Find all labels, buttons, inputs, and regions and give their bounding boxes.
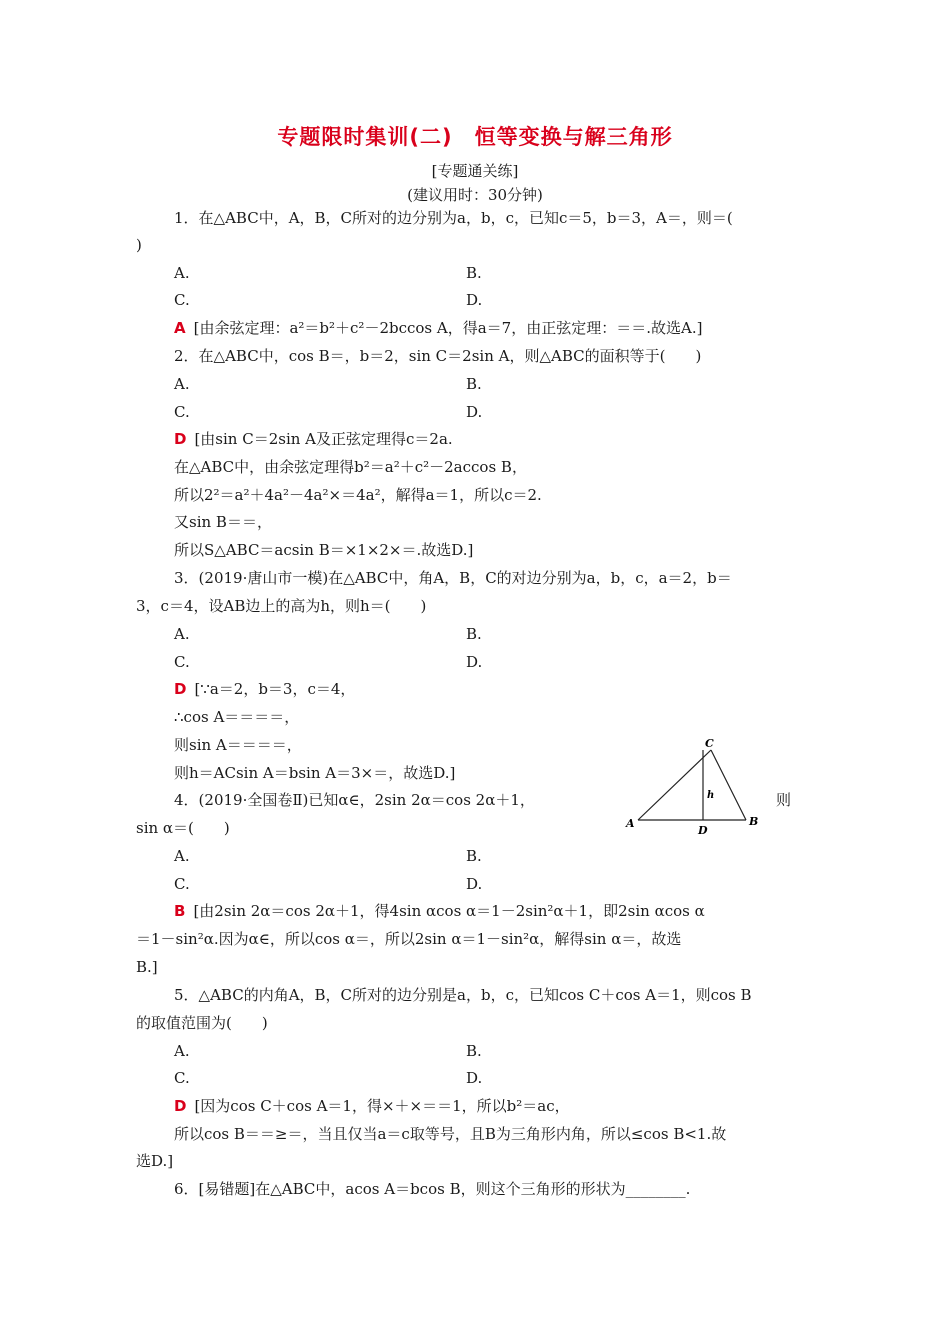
q3-solution-line: ∴cos A＝＝＝＝， [174,708,300,726]
q3-option-c: C. [174,653,190,671]
label-h: h [707,790,715,801]
section-label: [专题通关练] [431,162,519,180]
q5-stem: 5．△ABC的内角A，B，C所对的边分别是a，b，c，已知cos C＋cos A＝1，则cos B [174,986,752,1004]
q4-answer: B [174,902,186,920]
q3-solution: D [∵a＝2，b＝3，c＝4， [174,680,356,698]
label-d: D [698,824,708,837]
q2-solution-line: 又sin B＝＝， [174,513,272,531]
q4-stem: 4．(2019·全国卷Ⅱ)已知α∈，2sin 2α＝cos 2α＋1， [174,791,535,809]
q1-option-c: C. [174,291,190,309]
q5-solution-line: 选D.] [136,1152,174,1170]
q2-solution-line: 所以S△ABC＝acsin B＝×1×2×＝.故选D.] [174,541,474,559]
q5-solution: D [因为cos C＋cos A＝1，得×＋×＝＝1，所以b²＝ac， [174,1097,570,1115]
q4-solution-line: B.] [136,958,158,976]
q1-solution: A [由余弦定理：a²＝b²＋c²－2bccos A，得a＝7，由正弦定理：＝＝.故选A.] [174,319,703,337]
q3-option-a: A. [174,625,190,643]
q5-option-d: D. [466,1069,483,1087]
q2-option-d: D. [466,403,483,421]
q1-option-a: A. [174,264,190,282]
label-b: B [749,815,759,828]
q1-stem: 1．在△ABC中，A，B，C所对的边分别为a，b，c，已知c＝5，b＝3，A＝，则＝( [174,209,733,227]
q1-option-b: B. [466,264,482,282]
label-c: C [705,737,714,750]
q2-answer: D [174,430,187,448]
q5-answer: D [174,1097,187,1115]
q2-option-b: B. [466,375,482,393]
q5-option-a: A. [174,1042,190,1060]
q4-option-a: A. [174,847,190,865]
triangle-figure [622,736,772,838]
q3-answer: D [174,680,187,698]
time-hint: (建议用时：30分钟) [407,186,543,204]
q4-stem-end: 则 [776,791,792,809]
q2-solution: D [由sin C＝2sin A及正弦定理得c＝2a. [174,430,453,448]
q3-stem: 3．(2019·唐山市一模)在△ABC中，角A，B，C的对边分别为a，b，c，a＝2，b＝ [174,569,732,587]
q2-solution-line: 所以2²＝a²＋4a²－4a²×＝4a²，解得a＝1，所以c＝2. [174,486,542,504]
q3-stem-cont: 3，c＝4，设AB边上的高为h，则h＝( ) [136,597,427,615]
q4-solution-line: ＝1－sin²α.因为α∈，所以cos α＝，所以2sin α＝1－sin²α，解得sin α＝，故选 [136,930,682,948]
q1-stem-cont: ) [136,236,142,254]
q4-option-c: C. [174,875,190,893]
q2-solution-line: 在△ABC中，由余弦定理得b²＝a²＋c²－2accos B， [174,458,527,476]
q2-option-a: A. [174,375,190,393]
q2-stem: 2．在△ABC中，cos B＝，b＝2，sin C＝2sin A，则△ABC的面积等于( ) [174,347,702,365]
q3-option-d: D. [466,653,483,671]
side-bc [711,750,746,820]
q1-option-d: D. [466,291,483,309]
q3-option-b: B. [466,625,482,643]
q5-option-b: B. [466,1042,482,1060]
q5-solution-line: 所以cos B＝＝≥＝，当且仅当a＝c取等号，且B为三角形内角，所以≤cos B<1.故 [174,1125,727,1143]
q3-solution-line: 则h＝ACsin A＝bsin A＝3×＝，故选D.] [174,764,456,782]
q1-answer: A [174,319,186,337]
q4-option-d: D. [466,875,483,893]
q4-option-b: B. [466,847,482,865]
q3-solution-line: 则sin A＝＝＝＝， [174,736,302,754]
q5-option-c: C. [174,1069,190,1087]
q5-stem-cont: 的取值范围为( ) [136,1014,268,1032]
side-ac [638,750,711,820]
page-title: 专题限时集训(二) 恒等变换与解三角形 [277,125,673,149]
q6-stem: 6．[易错题]在△ABC中，acos A＝bcos B，则这个三角形的形状为________. [174,1180,691,1198]
q4-solution: B [由2sin 2α＝cos 2α＋1，得4sin αcos α＝1－2sin²α＋1，即2sin αcos α [174,902,705,920]
q4-stem-cont: sin α＝( ) [136,819,230,837]
label-a: A [626,817,635,830]
q2-option-c: C. [174,403,190,421]
